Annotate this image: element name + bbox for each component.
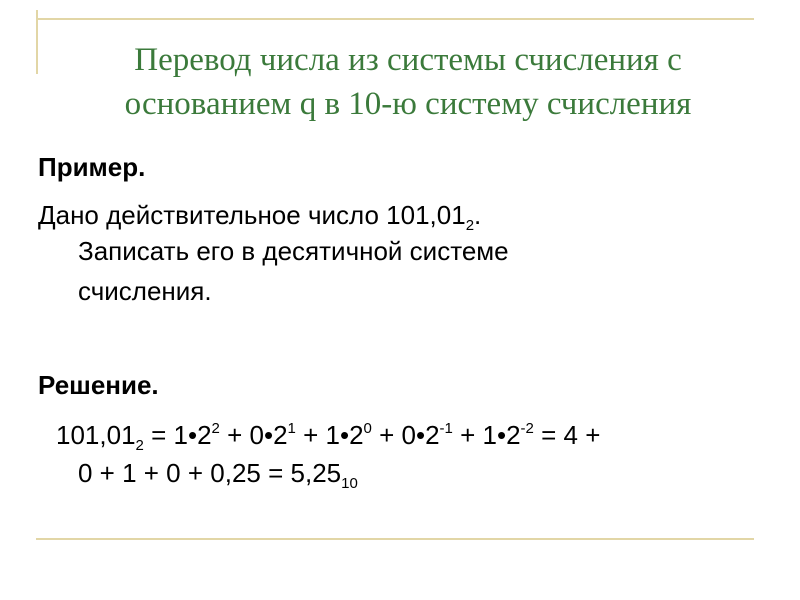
- eq-exp-3: 0: [363, 420, 372, 437]
- eq-term-2: + 0•2: [219, 420, 288, 450]
- eq-lhs-number: 101,01: [56, 420, 136, 450]
- given-suffix: .: [474, 200, 482, 230]
- equation-line-2: [78, 456, 358, 490]
- given-base: 2: [465, 217, 475, 234]
- eq-term-6: = 4 +: [533, 420, 601, 450]
- eq-term-3: + 1•2: [295, 420, 364, 450]
- solution-heading: Решение.: [38, 370, 159, 400]
- left-decorative-rule: [36, 10, 38, 74]
- slide-title: [58, 38, 758, 126]
- eq-term-4: + 0•2: [371, 420, 440, 450]
- top-decorative-rule: [36, 18, 754, 20]
- task-line-1: Записать его в десятичной системе: [78, 236, 509, 266]
- title-line-1: Перевод числа из системы счисления с: [134, 42, 682, 78]
- eq-exp-1: 2: [211, 420, 220, 437]
- eq-term-1: = 1•2: [143, 420, 212, 450]
- task-line-2: счисления.: [78, 276, 212, 306]
- eq-result-base: 10: [341, 475, 358, 492]
- example-heading: Пример.: [38, 152, 146, 182]
- eq-lhs-base: 2: [135, 437, 144, 454]
- title-line-2: основанием q в 10-ю систему счисления: [124, 86, 692, 122]
- equation-line-1: [56, 418, 600, 452]
- eq-exp-4: -1: [439, 420, 453, 437]
- given-prefix: Дано действительное число 101,01: [38, 200, 466, 230]
- bottom-decorative-rule: [36, 538, 754, 540]
- eq-exp-5: -2: [520, 420, 534, 437]
- eq-line-2-text: 0 + 1 + 0 + 0,25 = 5,25: [78, 458, 342, 488]
- eq-term-5: + 1•2: [452, 420, 521, 450]
- given-statement: [38, 198, 481, 232]
- eq-exp-2: 1: [287, 420, 296, 437]
